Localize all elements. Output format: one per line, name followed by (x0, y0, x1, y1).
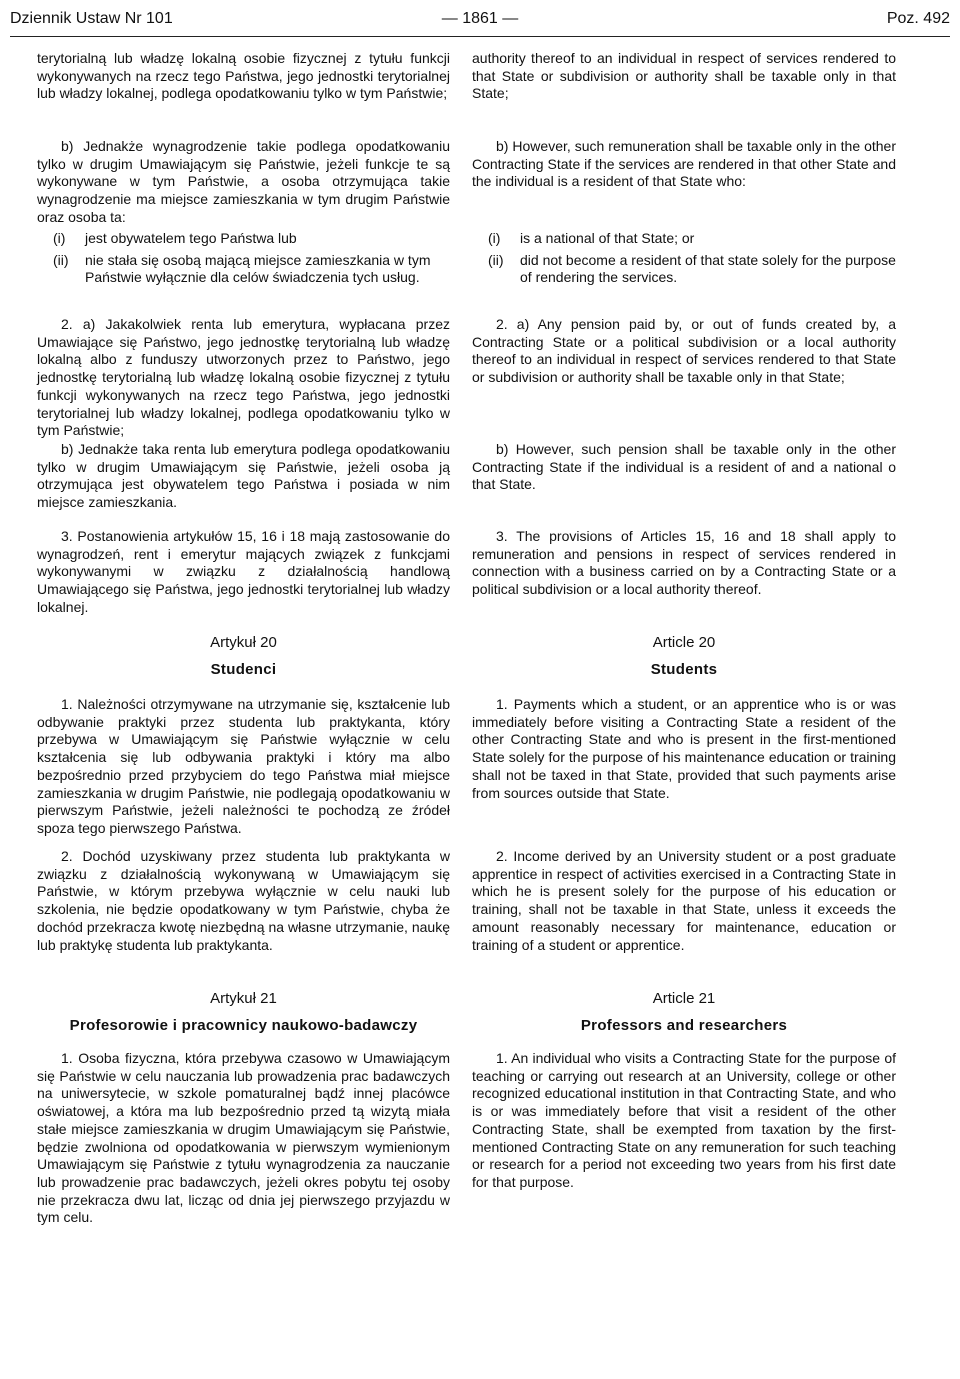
page-header (10, 6, 950, 37)
en-article-21-number: Article 21 (652, 990, 716, 1007)
pl-paragraph-1b: b) Jednakże wynagrodzenie takie podlega opodatkowaniu tylko w drugim Umawiającym się Państwie, jeżeli funkcje te są wykonywane w tym Państwie, a osoba otrzymująca takie wynagrodzenie ma miejsce zamieszkania w tym drugim Państwie oraz osoba ta: (37, 138, 450, 225)
position-number: Poz. 492 (886, 10, 950, 27)
en-article-20-paragraph-1: 1. Payments which a student, or an apprentice who is or was immediately before visiting a Contracting State a resident of the other Contracting State and who is present in the first-mentioned State solely for the purpose of his maintenance education or training shall not be taxed in that State, provided that such payments arise from sources outside that State. (472, 696, 896, 801)
en-article-21-title: Professors and researchers (580, 1017, 788, 1034)
pl-article-21-number: Artykuł 21 (210, 990, 277, 1007)
page-number: — 1861 — (441, 10, 519, 27)
pl-article-21-title: Profesorowie i pracownicy naukowo-badawczy (69, 1017, 418, 1034)
pl-article-20-paragraph-1: 1. Należności otrzymywane na utrzymanie się, kształcenie lub odbywanie praktyki przez studenta lub praktykanta, który przebywa w Umawiającym się Państwie wyłącznie w celu kształcenia się lub odbywania praktyki i który ma albo bezpośrednio przed przybyciem do tego Państwa miał miejsce zamieszkania w drugim Państwie, nie podlegają opodatkowaniu w pierwszym Państwie, jeżeli należności te pochodzą ze źródeł spoza tego pierwszego Państwa. (37, 696, 450, 836)
list-item-number: (ii) (488, 251, 504, 268)
list-item-text: jest obywatelem tego Państwa lub (85, 230, 297, 246)
list-item (488, 230, 896, 248)
en-paragraph-3: 3. The provisions of Articles 15, 16 and 18 shall apply to remuneration and pensions in respect of services rendered in connection with a business carried on by a Contracting State or a political subdivision or a local authority thereof. (472, 528, 896, 598)
en-article-20-paragraph-2: 2. Income derived by an University student or a post graduate apprentice in respect of activities exercised in a Contracting State in which he is present solely for the purpose of his education or training, shall not be taxable in that State, unless it exceeds the amount reasonably necessary for maintenance, education or training of a student or apprentice. (472, 848, 896, 953)
pl-condition-list (37, 230, 450, 291)
pl-intro-paragraph: terytorialną lub władzę lokalną osobie fizycznej z tytułu funkcji wykonywanych na rzecz tego Państwa, jego jednostki terytorialnej lub władzy lokalnej, podlega opodatkowaniu tylko w tym Państwie; (37, 50, 450, 102)
list-item (53, 230, 450, 248)
pl-article-21-paragraph-1: 1. Osoba fizyczna, która przebywa czasowo w Umawiającym się Państwie w celu nauczania lub prowadzenia prac badawczych na uniwersytecie, w szkole pomaturalnej bądź innej placówce oświatowej, a która ma lub bezpośrednio przed tą wizytą miała stałe miejsce zamieszkania w drugim Umawiającym się Państwie, będzie zwolniona od opodatkowania w pierwszym wymienionym Umawiającym się Państwie z tytułu wynagrodzenia za nauczanie lub prowadzenie prac badawczych, jeżeli okres pobytu tej osoby nie przekracza dwu lat, licząc od dnia jej pierwszego przyjazdu w tym celu. (37, 1050, 450, 1226)
en-article-21-paragraph-1: 1. An individual who visits a Contracting State for the purpose of teaching or carrying out research at an University, college or other recognized educational institution in that Contracting State, and who is or was immediately before that visit a resident of the other Contracting State, shall be exempted from taxation by the first-mentioned Contracting State on any remuneration for such teaching or research for a period not exceeding two years from his first date for that purpose. (472, 1050, 896, 1190)
list-item-text: is a national of that State; or (520, 230, 695, 246)
journal-title: Dziennik Ustaw Nr 101 (10, 10, 173, 27)
list-item-number: (i) (53, 230, 66, 246)
list-item (488, 252, 896, 287)
pl-paragraph-3: 3. Postanowienia artykułów 15, 16 i 18 mają zastosowanie do wynagrodzeń, rent i emerytur mających związek z funkcjami wykonywanymi w związku z działalnością handlową Umawiającego się Państwa, jego jednostki terytorialnej lub władzy lokalnej. (37, 528, 450, 615)
en-article-20-title: Students (650, 661, 718, 678)
list-item (53, 252, 450, 287)
en-intro-paragraph: authority thereof to an individual in respect of services rendered to that State or subdivision or authority shall be taxable only in that State; (472, 50, 896, 102)
list-item-text: nie stała się osobą mającą miejsce zamieszkania w tym Państwie wyłącznie dla celów świadczenia tych usług. (85, 251, 431, 286)
list-item-number: (i) (488, 230, 501, 246)
list-item-number: (ii) (53, 251, 69, 268)
pl-article-20-paragraph-2: 2. Dochód uzyskiwany przez studenta lub praktykanta w związku z działalnością wykonywaną w Umawiającym się Państwie, w którym przebywa wyłącznie w celu nauki lub szkolenia, nie będzie opodatkowany w tym Państwie, chyba że dochód przekracza kwotę niezbędną na własne utrzymanie, naukę lub praktykę studenta lub praktykanta. (37, 848, 450, 953)
en-condition-list (472, 230, 896, 291)
en-article-20-number: Article 20 (652, 634, 716, 651)
en-paragraph-2a: 2. a) Any pension paid by, or out of funds created by, a Contracting State or a political subdivision or a local authority thereof to an individual in respect of services rendered to that State or subdivision or authority shall be taxable only in that State; (472, 316, 896, 386)
list-item-text: did not become a resident of that state solely for the purpose of rendering the services. (520, 251, 896, 286)
pl-paragraph-2a: 2. a) Jakakolwiek renta lub emerytura, wypłacana przez Umawiające się Państwo, jego jednostkę terytorialną lub władzę lokalną albo z funduszy utworzonych przez to Państwo, jego jednostkę terytorialną lub władzę lokalną osobie fizycznej z tytułu funkcji wykonywanych na rzecz tego Państwa, jego jednostki terytorialnej lub władzy lokalnej, podlega opodatkowaniu tylko w tym Państwie; (37, 316, 450, 439)
pl-paragraph-2b: b) Jednakże taka renta lub emerytura podlega opodatkowaniu tylko w drugim Umawiającym się Państwie, jeżeli osoba ją otrzymująca jest obywatelem tego Państwa i posiada w nim miejsce zamieszkania. (37, 441, 450, 511)
en-paragraph-2b: b) However, such pension shall be taxable only in the other Contracting State if the individual is a resident of and a national o that State. (472, 441, 896, 493)
pl-article-20-number: Artykuł 20 (210, 634, 277, 651)
en-paragraph-1b: b) However, such remuneration shall be taxable only in the other Contracting State if the services are rendered in that other State and the individual is a resident of that State who: (472, 138, 896, 190)
pl-article-20-title: Studenci (210, 661, 277, 678)
